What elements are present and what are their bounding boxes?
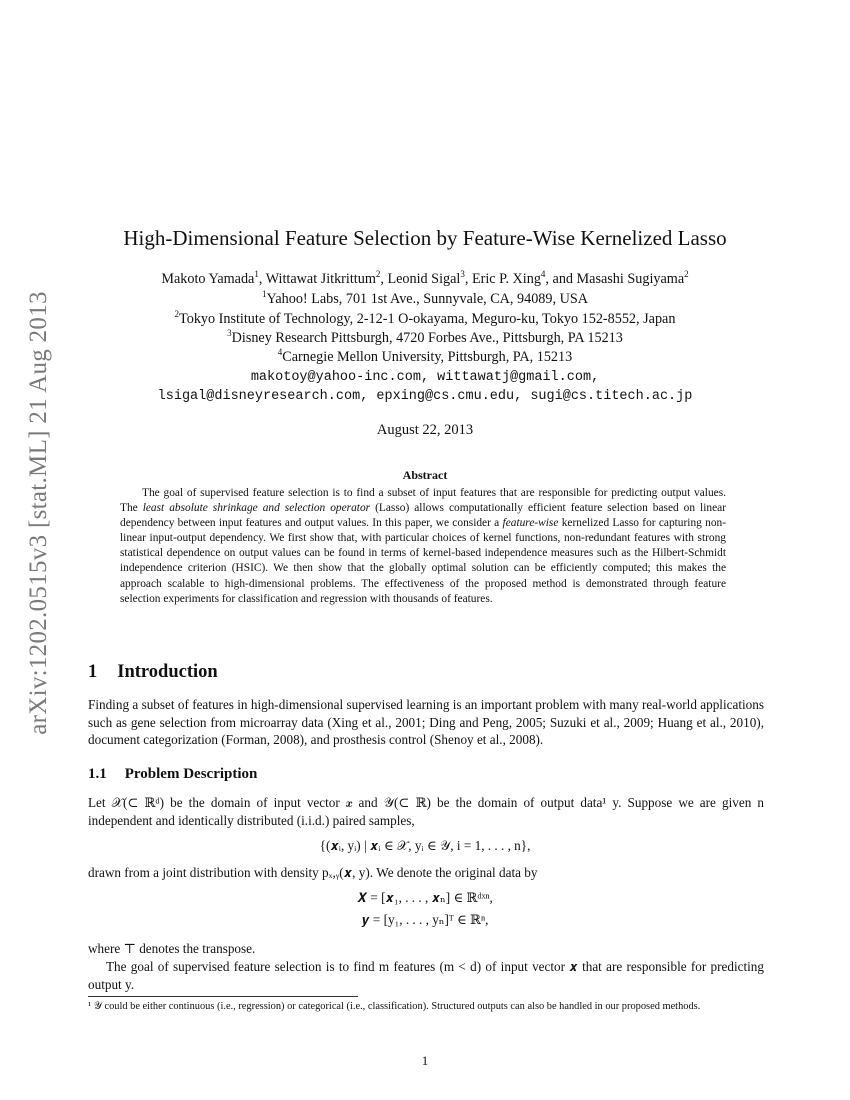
section-heading-introduction: 1 Introduction [88, 662, 218, 682]
publication-date: August 22, 2013 [376, 422, 474, 438]
subsection-heading-problem-description: 1.1 Problem Description [88, 766, 258, 782]
affiliation-2: $^2$Tokyo Institute of Technology, 2-12-1 O-okayama, Meguro-ku, Tokyo 152-8552, Japan [174, 309, 676, 327]
author-mark: 4 [540, 269, 546, 279]
introduction-paragraph: Finding a subset of features in high-dimensional supervised learning is an important problem with many real-world applications such as gene selection from microarray data (Xing et al., 2001; Ding and Peng, 2005; Suzuki et al., 2009; Huang et al., 2010), document categorization (Forman, 2008), and prosthesis control (Shenoy et al., 2008). [88, 697, 764, 748]
problem-paragraph-4: The goal of supervised feature selection is to find m features (m < d) of input vector 𝒙 that are responsible for predicting output y. [88, 959, 764, 992]
author-mark: 1 [254, 269, 259, 279]
equation-X: 𝑿 = [𝒙₁, . . . , 𝒙ₙ] ∈ ℝᵈˣⁿ, [357, 890, 493, 905]
footnote-divider [88, 996, 358, 997]
equation-samples: {(𝒙ᵢ, yᵢ) | 𝒙ᵢ ∈ 𝒳, yᵢ ∈ 𝒴, i = 1, . . . , n}, [319, 838, 531, 853]
author-list: Makoto Yamada$^1$, Wittawat Jitkrittum$^2$, Leonid Sigal$^3$, Eric P. Xing$^4$, and Masashi Sugiyama$^2$ [161, 269, 689, 287]
author-name: Eric P. Xing [471, 271, 541, 287]
email-line-2: lsigal@disneyresearch.com, epxing@cs.cmu.edu, sugi@cs.titech.ac.jp [157, 389, 693, 404]
abstract-body: The goal of supervised feature selection is to find a subset of input features that are responsible for predicting output values. The least absolute shrinkage and selection operator (Lasso) allows computationally efficient feature selection based on linear dependency between input features and output values. In this paper, we consider a feature-wise kernelized Lasso for capturing non-linear input-output dependency. We first show that, with particular choices of kernel functions, non-redundant features with strong statistical dependence on output values can be found in terms of kernel-based independence measures such as the Hilbert-Schmidt independence criterion (HSIC). We then show that the globally optimal solution can be efficiently computed; this makes the approach scalable to high-dimensional problems. The effectiveness of the proposed method is demonstrated through feature selection experiments for classification and regression with thousands of features. [120, 487, 727, 605]
affiliation-4: $^4$Carnegie Mellon University, Pittsburgh, PA, 15213 [277, 347, 573, 365]
page-number: 1 [421, 1053, 429, 1068]
author-mark: 3 [460, 269, 465, 279]
problem-paragraph-3: where ⊤ denotes the transpose. [88, 941, 256, 956]
author-name: Wittawat Jitkrittum [265, 271, 376, 287]
paper-title: High-Dimensional Feature Selection by Feature-Wise Kernelized Lasso [123, 226, 727, 250]
author-name: Leonid Sigal [387, 271, 461, 287]
author-name: and Masashi Sugiyama [552, 271, 685, 287]
author-mark: 2 [375, 269, 381, 279]
arxiv-stamp-text: arXiv:1202.0515v3 [stat.ML] 21 Aug 2013 [25, 291, 52, 735]
author-mark: 2 [684, 269, 689, 279]
affiliation-1: $^1$Yahoo! Labs, 701 1st Ave., Sunnyvale, CA, 94089, USA [262, 289, 588, 307]
abstract-heading: Abstract [402, 468, 448, 482]
affiliation-3: $^3$Disney Research Pittsburgh, 4720 Forbes Ave., Pittsburgh, PA 15213 [227, 328, 623, 346]
equation-y: 𝒚 = [y₁, . . . , yₙ]ᵀ ∈ ℝⁿ, [361, 912, 489, 927]
problem-paragraph-2: drawn from a joint distribution with density pₓ,ᵧ(𝒙, y). We denote the original data by [88, 865, 538, 880]
problem-paragraph-1: Let 𝒳(⊂ ℝᵈ) be the domain of input vector 𝒙 and 𝒴(⊂ ℝ) be the domain of output data¹ y. Suppose we are given n independent and identically distributed (i.i.d.) paired samples, [88, 795, 764, 828]
email-line-1: makotoy@yahoo-inc.com, wittawatj@gmail.com, [250, 370, 600, 385]
author-name: Makoto Yamada [161, 271, 255, 287]
footnote: ¹ 𝒴 could be either continuous (i.e., regression) or categorical (i.e., classification). Structured outputs can also be handled in our proposed methods. [88, 1001, 701, 1012]
